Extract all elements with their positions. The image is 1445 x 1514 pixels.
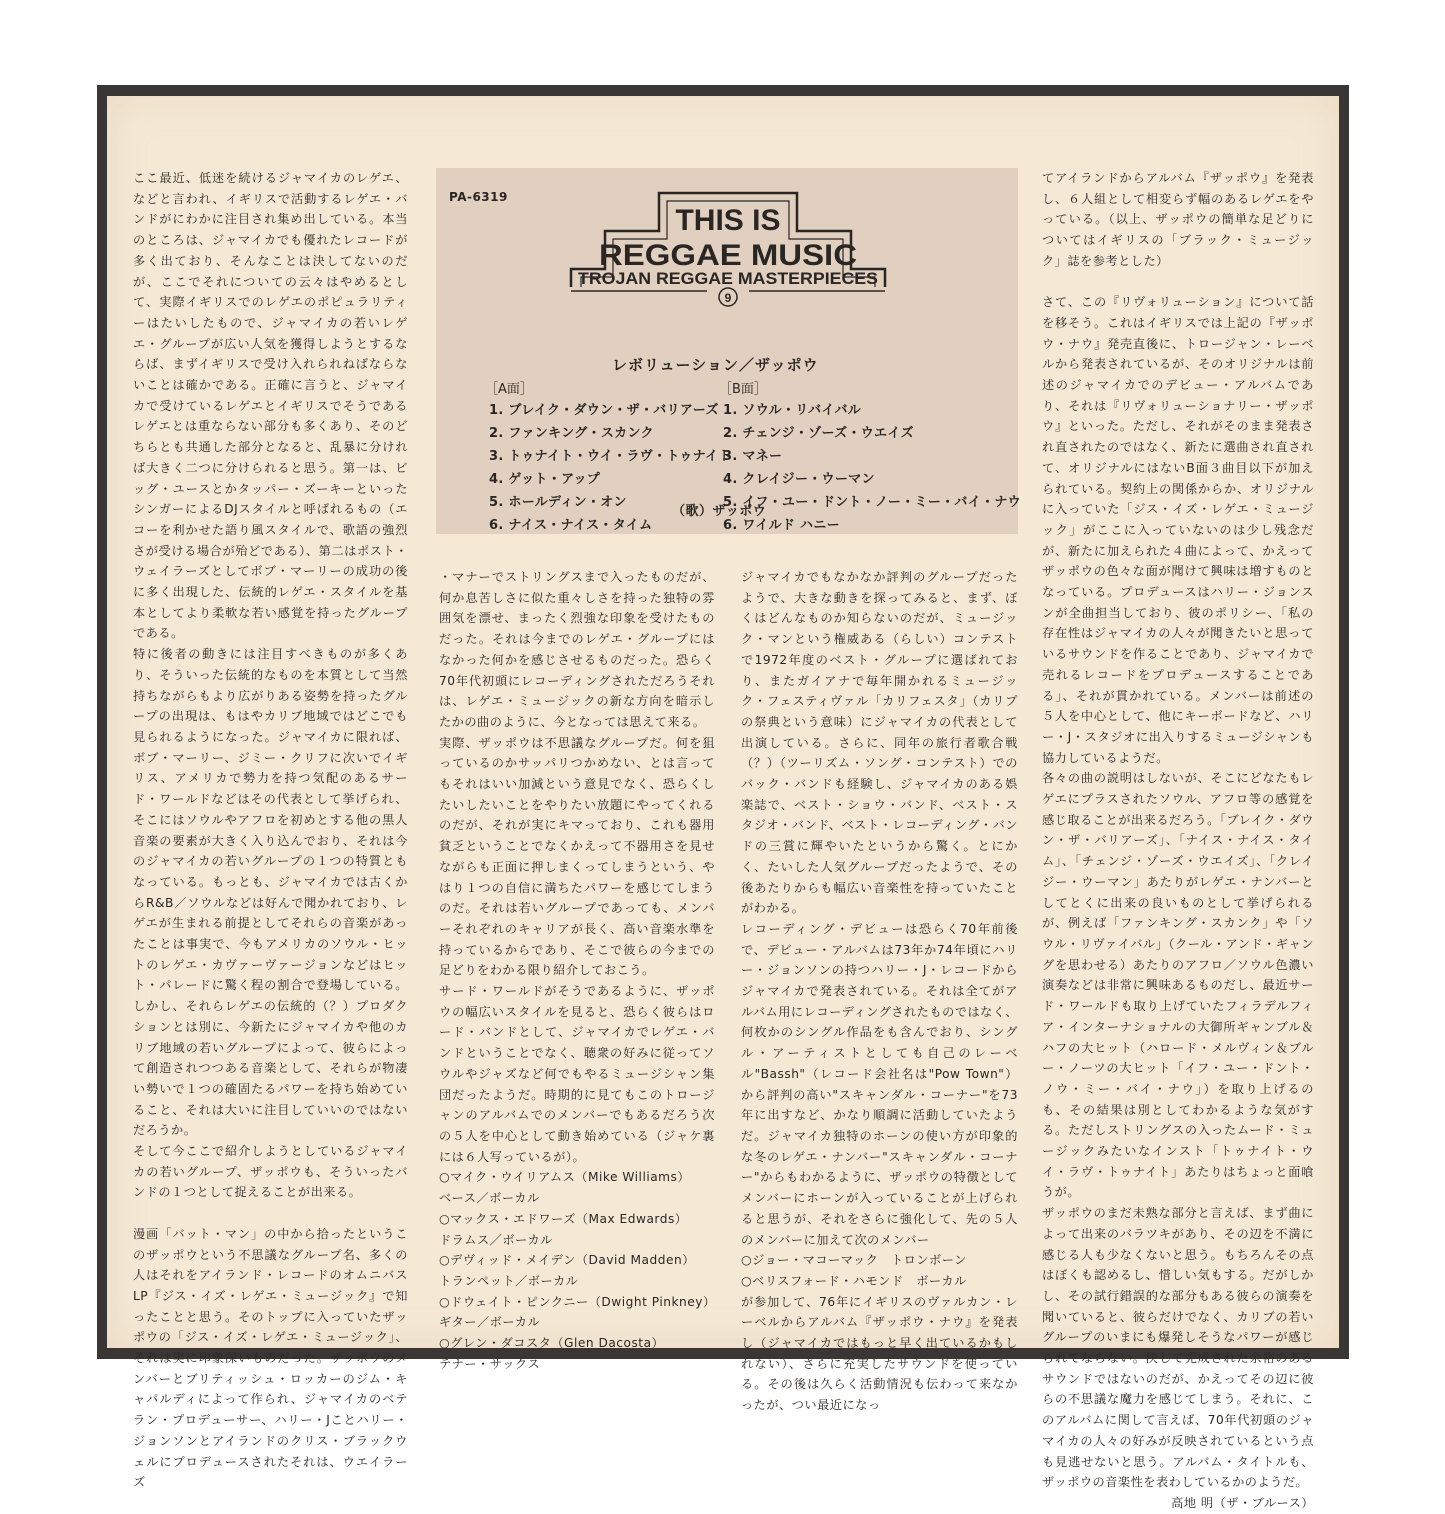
member-line: ○グレン・ダコスタ（Glen Dacosta） bbox=[439, 1336, 665, 1351]
track-b4: 4. クレイジー・ウーマン bbox=[723, 472, 875, 487]
paragraph: てアイランドからアルバム『ザッポウ』を発表し、６人組として相変らず幅のあるレゲエをやっている。（以上、ザッポウの簡単な足どりについてはイギリスの「ブラック・ミュージック」誌を参考とした） bbox=[1042, 171, 1314, 268]
paragraph: 各々の曲の説明はしないが、そこにどなたもレゲエにプラスされたソウル、アフロ等の感覚を感じ取ることが出来るだろう。「ブレイク・ダウン・ザ・バリアーズ」、「ナイス・ナイス・タイム」、「チェンジ・ゾーズ・ウエイズ」、「クレイジー・ウーマン」あたりがレゲエ・ナンバーとしてとくに出来の良いものとして挙げられるが、例えば「ファンキング・スカンク」や「ソウル・リヴァイバル」（クール・アンド・ギャングを思わせる）あたりのアフロ／ソウル色濃い演奏などは非常に興味あるものだし、最近サード・ワールドも取り上げていたフィラデルフィア・インターナショナルの大御所ギャンブル＆ハフの大ヒット（ハロード・メルヴィン＆ブルー・ノーツの大ヒット「イフ・ユー・ドント・ノウ・ミー・バイ・ナウ」）を取り上げるのも、その結果は別としてわかるような気がする。ただしストリングスの入ったムード・ミュージックみたいなインスト「トゥナイト・ウイ・ラヴ・トゥナイト」あたりはちょっと面喰うが。 bbox=[1042, 771, 1314, 1200]
member-line: ○マイク・ウイリアムス（Mike Williams） bbox=[439, 1170, 691, 1185]
track-a6: 6. ナイス・ナイス・タイム bbox=[489, 518, 653, 533]
this-is-reggae-music-logo bbox=[567, 187, 889, 325]
paragraph: 実際、ザッポウは不思議なグループだ。何を狙っているのかサッパリつかめない、とは言ってもそれはいい加減という意見でなく、恐らくしたいしたいことをやりたい放題にやってくれるのだが、それが実にキマっており、これも器用貧乏ということでなくかえって不器用さを見せながらも正面に押しまくってしまうという、やはり１つの自信に満ちたパワーを感じてしまうのだ。それは若いグループであっても、メンバーそれぞれのキャリアが長く、高い音楽水準を持っているからであり、そこで彼らの今までの足どりをわかる限り紹介しておこう。 bbox=[439, 735, 715, 978]
liner-notes-column-1 bbox=[133, 168, 408, 1493]
volume-number: 9 bbox=[724, 291, 732, 305]
paragraph: ・マナーでストリングスまで入ったものだが、何か息苦しさに似た重々しさを持った独特の雰囲気を漂せ、まったく烈強な印象を受けたものだった。それは今までのレゲエ・グループにはなかった何かを感じさせるものだった。恐らく70年代初頭にレコーディングされただろうそれは、レゲエ・ミュージックの新な方向を暗示したかの曲のように、今となっては思えて来る。 bbox=[439, 570, 715, 729]
side-b-label: ［B面］ bbox=[719, 382, 767, 397]
track-a4: 4. ゲット・アップ bbox=[489, 472, 601, 487]
paragraph: そして今ここで紹介しようとしているジャマイカの若いグループ、ザッポウも、そういったバンドの１つとして捉えることが出来る。 bbox=[133, 1144, 408, 1200]
paragraph-gap bbox=[1042, 272, 1314, 293]
author-signature: 高地 明（ザ・ブルース） bbox=[1171, 1495, 1314, 1510]
paragraph: さて、この『リヴォリューション』について話を移そう。これはイギリスでは上記の『ザッポウ・ナウ』発売直後に、トロージャン・レーベルから発表されているが、そのオリジナルは前述のジャマイカでのデビュー・アルバムであり、それは『リヴォリューショナリー・ザッポウ』といった。ただし、それがそのまま発表され直されたのではなく、新たに選曲され直されて、オリジナルにはないB面３曲目以下が加えられている。契約上の関係からか、オリジナルに入っていた「ジス・イズ・レゲエ・ミュージック」がここに入っていないのは少し残念だが、新たに加えられた４曲によって、かえってザッポウの色々な面が聞けて興味は増すものとなっている。プロデュースはハリー・ジョンスンが全曲担当しており、彼のポリシー、「私の存在性はジャマイカの人々が聞きたいと思っているサウンドを作ることであり、ジャマイカで売れるレコードをプロデュースすることである」、それが貫かれている。メンバーは前述の５人を中心として、他にキーボードなど、ハリー・J・スタジオに出入りするミュージシャンも協力しているようだ。 bbox=[1042, 295, 1314, 765]
side-a-label: ［A面］ bbox=[485, 382, 533, 397]
paragraph: 漫画「バット・マン」の中から拾ったというこのザッポウという不思議なグループ名、多くの人はそれをアイランド・レコードのオムニバスLP『ジス・イズ・レゲエ・ミュージック』で知ったことと思う。そのトップに入っていたザッポウの「ジス・イズ・レゲエ・ミュージック」、それは実に印象深いものだった。ザッポウのメンバーとブリティッシュ・ロッカーのジム・キャパルディによって作られ、ジャマイカのベテラン・プロデューサー、ハリー・Jことハリー・ジョンソンとアイランドのクリス・ブラックウェルにプロデュースされたそれは、ウエイラーズ bbox=[133, 1226, 408, 1490]
paragraph: サード・ワールドがそうであるように、ザッポウの幅広いスタイルを見ると、恐らく彼らはロード・バンドとして、ジャマイカでレゲエ・バンドということでなく、聴衆の好みに従ってソウルやジャズなど何でもやるミュージシャン集団だったようだ。時期的に見てもこのトロージャンのアルバムでのメンバーでもあるだろう次の５人を中心として動き始めている（ジャケ裏には６人写っているが）。 bbox=[439, 984, 715, 1164]
catalog-number: PA-6319 bbox=[449, 190, 508, 204]
member-line: トランペット／ボーカル bbox=[439, 1273, 579, 1288]
track-a1: 1. ブレイク・ダウン・ザ・バリアーズ bbox=[489, 403, 719, 418]
track-b2: 2. チェンジ・ゾーズ・ウエイズ bbox=[723, 426, 914, 441]
member-line: ベース／ボーカル bbox=[439, 1191, 540, 1206]
member-line: ドラムス／ボーカル bbox=[439, 1232, 553, 1247]
track-a2: 2. ファンキング・スカンク bbox=[489, 426, 654, 441]
liner-notes-column-2 bbox=[439, 567, 715, 1374]
member-line: ギター／ボーカル bbox=[439, 1315, 541, 1330]
paragraph: 特に後者の動きには注目すべきものが多くあり、そういった伝統的なものを本質として当然持ちながらもより広がりある姿勢を持ったグループの出現は、もはやカリブ地域ではどこでも見られるようになった。ジャマイカに限れば、ボブ・マーリー、ジミー・クリフに次いでイギリス、アメリカで勢力を持つ気配のあるサード・ワールドなどはその代表として挙げられ、そこにはソウルやアフロを初めとする他の黒人音楽の要素が大きく入り込んでおり、それは今のジャマイカの若いグループの１つの特質ともなっている。もっとも、ジャマイカでは古くからR&B／ソウルなどは好んで聞かれており、レゲエが生まれる前提としてそれらの音楽があったことは事実で、今もアメリカのソウル・ヒットのレゲエ・カヴァーヴァージョンなどはヒット・パレードに驚く程の割合で登場している。しかし、それらレゲエの伝統的（？）プロダクションとは別に、今新たにジャマイカや他のカリブ地域の若いグループによって、彼らによって創造されつつある音楽として、それらが物凄い勢いで１つの確固たるパワーを持ち始めていること、それは大いに注目していいのではないだろうか。 bbox=[133, 647, 408, 1138]
member-line: ○マックス・エドワーズ（Max Edwards） bbox=[439, 1211, 688, 1226]
paragraph: が参加して、76年にイギリスのヴァルカン・レーベルからアルバム『ザッポウ・ナウ』を発表し（ジャマイカではもっと早く出ているかもしれない）、さらに充実したサウンドを使っている。その後は久らく活動情況も伝わって来なかったが、つい最近になっ bbox=[741, 1294, 1018, 1413]
track-a3: 3. トゥナイト・ウイ・ラヴ・トゥナイト bbox=[489, 449, 732, 464]
liner-notes-column-3 bbox=[741, 567, 1018, 1416]
paragraph: レコーディング・デビューは恐らく70年前後で、デビュー・アルバムは73年か74年頃にハリー・ジョンソンの持つハリー・J・レコードからジャマイカで発表されている。それは全てがアルバム用にレコーディングされたものではなく、何枚かのシングル作品をも含んでおり、シングル・アーティストとしても自己のレーベル"Bassh"（レコード会社名は"Pow Town"）から評判の高い"スキャンダル・コーナー"を73年に出すなど、かなり順調に活動していたようだ。ジャマイカ独特のホーンの使い方が印象的な冬のレゲエ・ナンバー"スキャンダル・コーナー"からもわかるように、ザッポウの特徴としてメンバーにホーンが入っていることが上げられると思うが、それをさらに強化して、先の５人のメンバーに加えて次のメンバー bbox=[741, 921, 1018, 1247]
member-line: ○ジョー・マコーマック トロンボーン bbox=[741, 1253, 967, 1268]
track-b5: 5. イフ・ユー・ドント・ノー・ミー・バイ・ナウ bbox=[723, 495, 1021, 510]
paragraph: ここ最近、低迷を続けるジャマイカのレゲエ、などと言われ、イギリスで活動するレゲエ・バンドがにわかに注目され集め出している。本当のところは、ジャマイカでも優れたレコードが多く出ており、そんなことは決してないのだが、ここでそれについての云々はやめるとして、実際イギリスでのレゲエのポピュラリティーはたいしたもので、ジャマイカの若いレゲエ・グループが広い人気を獲得しようとするならば、まずイギリスで受け入れられねばならないことは確かである。正確に言うと、ジャマイカで受けているレゲエとイギリスでそうであるレゲエとは重ならない部分も多くあり、そのどちらとも共通した部分となると、乱暴に分ければ大きく二つに分けられると思う。第一は、ビッグ・ユースとかタッパー・ズーキーといったシンガーによるDJスタイルと呼ばれるもの（エコーを利かせた語り風スタイルで、歌語の強烈さが受ける場合が殆どである）、第二はポスト・ウェイラーズとしてボブ・マーリーの成功の後に多く出現した、伝統的レゲエ・スタイルを基本としてより柔軟な若い感覚を持ったグループである。 bbox=[133, 171, 408, 641]
track-b3: 3. マネー bbox=[723, 449, 783, 464]
paragraph: ザッポウのまだ未熟な部分と言えば、まず曲によって出来のバラツキがあり、その辺を不満に感じる人も少なくないと思う。もちろんその点はぼくも認めるし、惜しい気もする。だがしかし、その試行錯誤的な部分もある彼らの演奏を聞いていると、彼らだけでなく、カリブの若いグループのいまにも爆発しそうなパワーが感じられてならない。決して完成された余裕のあるサウンドではないのだが、かえってその辺に彼らの不思議な魔力を感じてしまう。それに、このアルバムに関して言えば、70年代初頭のジャマイカの人々の好みが反映されているという点も見逃せないと思う。アルバム・タイトルも、ザッポウの音楽性を表わしているかのようだ。 bbox=[1042, 1206, 1314, 1490]
logo-line-2: REGGAE MUSIC bbox=[599, 239, 857, 272]
artist-credit: （歌）ザッポウ bbox=[672, 504, 767, 519]
track-b6: 6. ワイルド ハニー bbox=[723, 518, 840, 533]
logo-line-1: THIS IS bbox=[675, 204, 781, 237]
album-title: レボリューション／ザッポウ bbox=[612, 356, 819, 374]
logo-line-3: TROJAN REGGAE MASTERPIECES bbox=[578, 269, 878, 288]
liner-notes-column-4 bbox=[1042, 168, 1314, 1514]
member-line: ○ドウェイト・ピンクニー（Dwight Pinkney） bbox=[439, 1294, 716, 1309]
paragraph: ジャマイカでもなかなか評判のグループだったようで、大きな動きを探ってみると、まず、ぼくはどんなものか知らないのだが、ミュージック・マンという権威ある（らしい）コンテストで1972年度のベスト・グループに選ばれており、またガイアナで毎年開かれるミュージック・フェスティヴァル「カリフェスタ」（カリプの祭典という意味）にジャマイカの代表として出演している。さらに、同年の旅行者歌合戦（？）（ツーリズム・ソング・コンテスト）でのバック・バンドも経験し、ジャマイカのある娯楽誌で、ベスト・ショウ・バンド、ベスト・スタジオ・バンド、ベスト・レコーディング・バンドの三賞に輝やいたというから驚く。とにかく、たいした人気グループだったようで、その後あたりからも幅広い音楽性を持っていたことがわかる。 bbox=[741, 570, 1018, 916]
paragraph-gap bbox=[133, 1203, 408, 1224]
member-line: ○デヴィッド・メイデン（David Madden） bbox=[439, 1253, 695, 1268]
track-b1: 1. ソウル・リバイバル bbox=[723, 403, 862, 418]
member-line: テナー・サックス bbox=[439, 1356, 541, 1371]
member-line: ○ベリスフォード・ハモンド ボーカル bbox=[741, 1273, 967, 1288]
track-a5: 5. ホールディン・オン bbox=[489, 495, 627, 510]
